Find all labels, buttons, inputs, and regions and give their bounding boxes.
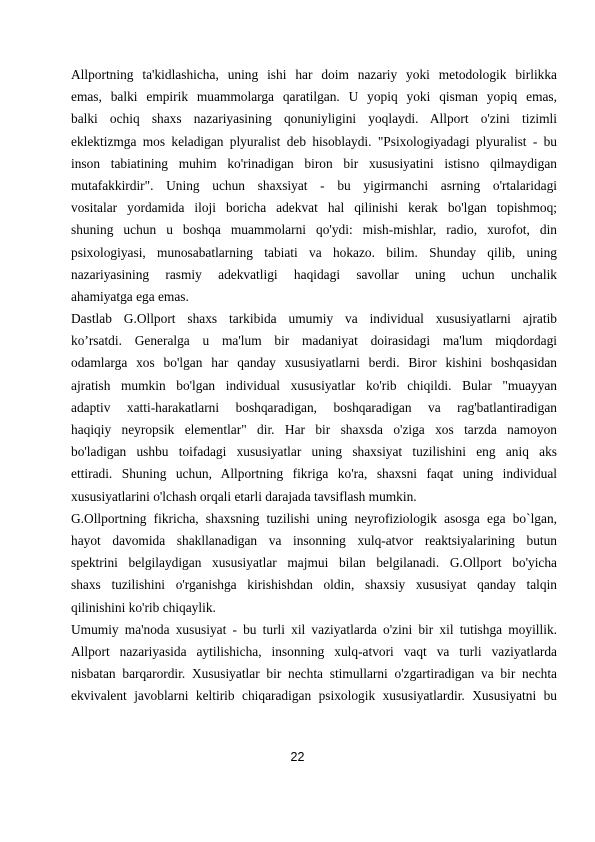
text-line: ko’rsatdi. Generalga u ma'lum bir madaniyat doirasidagi ma'lum miqdordagi — [71, 333, 557, 349]
text-line: inson tabiatining muhim ko'rinadigan biron bir xususiyatini istisno qilmaydigan — [71, 155, 557, 171]
text-line: psixologiyasi, munosabatlarning tabiati va hokazo. bilim. Shunday qilib, uning — [71, 244, 557, 260]
text-line: shuning uchun u boshqa muammolarni qo'ydi: mish-mishlar, radio, xurofot, din — [71, 222, 557, 238]
text-line: mutafakkirdir". Uning uchun shaxsiyat - bu yigirmanchi asrning o'rtalaridagi — [71, 177, 557, 193]
text-line: ettiradi. Shuning uchun, Allportning fikriga ko'ra, shaxsni faqat uning individual — [71, 466, 557, 482]
text-line: Umumiy ma'noda xususiyat - bu turli xil vaziyatlarda o'zini bir xil tutishga moyillik. — [71, 621, 557, 637]
text-line: odamlarga xos bo'lgan har qanday xususiyatlarni berdi. Biror kishini boshqasidan — [71, 355, 557, 371]
text-line: shaxs tuzilishini o'rganishga kirishishdan oldin, shaxsiy xususiyat qanday talqin — [71, 577, 557, 593]
text-line: nazariyasining rasmiy adekvatligi haqidagi savollar uning uchun unchalik — [71, 266, 557, 282]
text-line: Dastlab G.Ollport shaxs tarkibida umumiy va individual xususiyatlarni ajratib — [71, 311, 557, 327]
text-line: nisbatan barqarordir. Xususiyatlar bir nechta stimullarni o'zgartiradigan va bir nechta — [71, 666, 557, 682]
page-number: 22 — [290, 750, 305, 764]
text-line: bo'ladigan ushbu toifadagi xususiyatlar uning shaxsiyat tuzilishini eng aniq aks — [71, 444, 557, 460]
text-line: qilinishini ko'rib chiqaylik. — [71, 599, 216, 615]
text-line: ahamiyatga ega emas. — [71, 288, 189, 304]
text-line: spektrini belgilaydigan xususiyatlar majmui bilan belgilanadi. G.Ollport bo'yicha — [71, 555, 557, 571]
text-line: haqiqiy neyropsik elementlar" dir. Har bir shaxsda o'ziga xos tarzda namoyon — [71, 422, 557, 437]
text-line: eklektizmga mos keladigan plyuralist deb hisoblaydi. "Psixologiyadagi plyuralist - bu — [71, 133, 557, 149]
text-line: G.Ollportning fikricha, shaxsning tuzilishi uning neyrofiziologik asosga ega bo`lgan, — [71, 510, 557, 526]
text-line: emas, balki empirik muammolarga qaratilgan. U yopiq yoki qisman yopiq emas, — [71, 89, 557, 105]
text-line: adaptiv xatti-harakatlarni boshqaradigan, boshqaradigan va rag'batlantiradigan — [71, 399, 557, 415]
text-line: Allportning ta'kidlashicha, uning ishi har doim nazariy yoki metodologik birlikka — [71, 67, 557, 82]
text-line: ajratish mumkin bo'lgan individual xususiyatlar ko'rib chiqildi. Bular "muayyan — [71, 377, 557, 393]
text-line: hayot davomida shakllanadigan va insonning xulq-atvor reaktsiyalarining butun — [71, 532, 557, 548]
text-line: Allport nazariyasida aytilishicha, insonning xulq-atvori vaqt va turli vaziyatlarda — [71, 643, 557, 659]
text-line: xususiyatlarini o'lchash orqali etarli darajada tavsiflash mumkin. — [71, 488, 417, 504]
body-text — [71, 64, 557, 707]
text-line: balki ochiq shaxs nazariyasining qonuniyligini yoqlaydi. Allport o'zini tizimli — [71, 111, 557, 127]
text-line: ekvivalent javoblarni keltirib chiqaradigan psixologik xususiyatlardir. Xususiyatni bu — [71, 688, 557, 704]
text-line: vositalar yordamida iloji boricha adekvat hal qilinishi kerak bo'lgan topishmoq; — [71, 200, 557, 216]
